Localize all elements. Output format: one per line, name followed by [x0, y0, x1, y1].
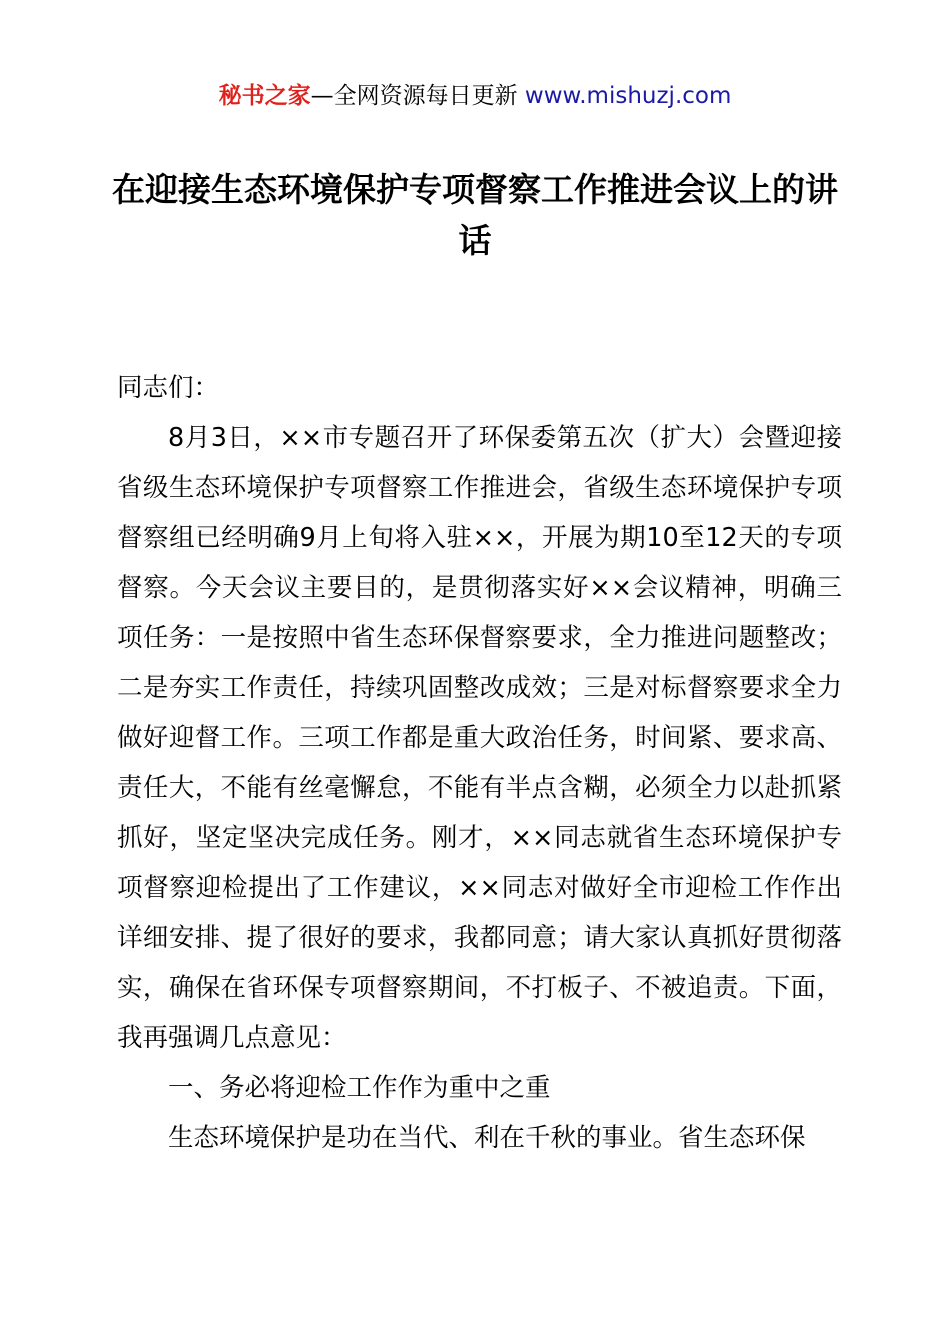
site-tagline: —全网资源每日更新: [310, 83, 525, 109]
section-heading-1: 一、务必将迎检工作作为重中之重: [168, 1073, 551, 1103]
site-url-link[interactable]: www.mishuzj.com: [524, 83, 732, 109]
document-title: 在迎接生态环境保护专项督察工作推进会议上的讲话: [112, 170, 838, 260]
site-header: [0, 78, 950, 114]
paragraph-intro: 8月3日，××市专题召开了环保委第五次（扩大）会暨迎接省级生态环境保护专项督察工作推进会，省级生态环境保护专项督察组已经明确9月上旬将入驻××，开展为期10至12天的专项督察。今天会议主要目的，是贯彻落实好××会议精神，明确三项任务：一是按照中省生态环保督察要求，全力推进问题整改；二是夯实工作责任，持续巩固整改成效；三是对标督察要求全力做好迎督工作。三项工作都是重大政治任务，时间紧、要求高、责任大，不能有丝毫懈怠，不能有半点含糊，必须全力以赴抓紧抓好，坚定坚决完成任务。刚才，××同志就省生态环境保护专项督察迎检提出了工作建议，××同志对做好全市迎检工作作出详细安排、提了很好的要求，我都同意；请大家认真抓好贯彻落实，确保在省环保专项督察期间，不打板子、不被追责。下面，我再强调几点意见：: [117, 423, 842, 1053]
paragraph-section-1: 生态环境保护是功在当代、利在千秋的事业。省生态环保: [168, 1123, 806, 1153]
site-brand: 秘书之家: [218, 83, 311, 109]
document-body: [117, 363, 842, 1163]
salutation: 同志们：: [117, 373, 220, 403]
